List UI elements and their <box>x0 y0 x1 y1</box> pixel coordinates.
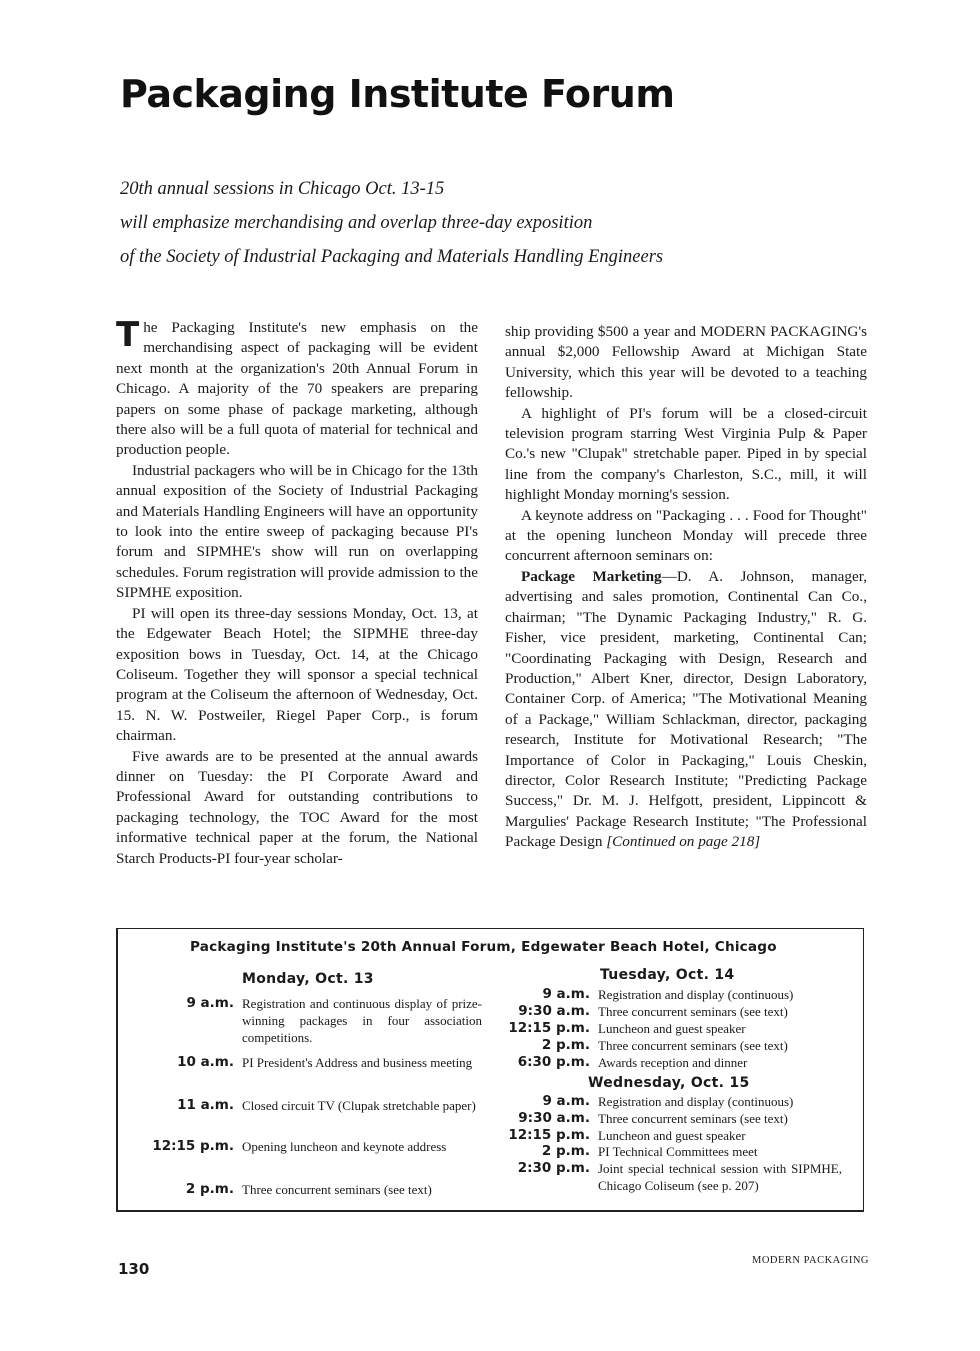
schedule-row <box>484 1143 842 1160</box>
event-description: Registration and display (continuous) <box>598 987 794 1002</box>
schedule-row <box>484 1127 842 1144</box>
event-description: Luncheon and guest speaker <box>598 1021 746 1036</box>
article-paragraph: PI will open its three-day sessions Monday, Oct. 13, at the Edgewater Beach Hotel; the SIPMHE three-day exposition bows in Tuesday, Oct. 14, at the Chicago Coliseum. Together they will sponsor a special technical program at the Coliseum the afternoon of Wednesday, Oct. 15. N. W. Postweiler, Riegel Paper Corp., is forum chairman. <box>116 604 478 745</box>
article-paragraph: A highlight of PI's forum will be a closed-circuit television program starring West Virginia Pulp & Paper Co.'s new "Clupak" stretchable paper. Piped in by special line from the company's Charleston, S.C., mill, it will highlight Monday morning's session. <box>505 404 867 504</box>
event-time: 6:30 p.m. <box>517 1054 590 1070</box>
schedule-row <box>118 1097 482 1114</box>
event-description: Three concurrent seminars (see text) <box>242 1182 432 1197</box>
schedule-row <box>118 1181 482 1198</box>
schedule-row <box>484 1020 842 1037</box>
event-time: 12:15 p.m. <box>152 1138 234 1154</box>
event-time: 2:30 p.m. <box>517 1160 590 1176</box>
article-column-right <box>505 322 867 853</box>
page-number: 130 <box>118 1260 150 1278</box>
schedule-row <box>118 1054 482 1071</box>
schedule-row <box>484 1093 842 1110</box>
schedule-row <box>484 1160 842 1194</box>
schedule-row <box>484 1037 842 1054</box>
event-time: 2 p.m. <box>185 1181 234 1197</box>
schedule-row <box>484 1110 842 1127</box>
event-time: 9 a.m. <box>542 1093 590 1109</box>
article-column-left <box>116 315 478 869</box>
event-description: Opening luncheon and keynote address <box>242 1139 447 1154</box>
event-time: 12:15 p.m. <box>508 1127 590 1143</box>
article-paragraph <box>505 567 867 853</box>
event-time: 9:30 a.m. <box>518 1110 590 1126</box>
event-description: Registration and display (continuous) <box>598 1094 794 1109</box>
event-description: Registration and continuous display of prize-winning packages in four association competitions. <box>242 996 482 1045</box>
event-description: PI Technical Committees meet <box>598 1144 758 1159</box>
event-description: Three concurrent seminars (see text) <box>598 1004 788 1019</box>
event-description: Joint special technical session with SIPMHE, Chicago Coliseum (see p. 207) <box>598 1161 842 1193</box>
schedule-title: Packaging Institute's 20th Annual Forum, Edgewater Beach Hotel, Chicago <box>190 939 777 955</box>
run-in-heading: Package Marketing <box>521 567 662 585</box>
subhead-line: 20th annual sessions in Chicago Oct. 13-15 <box>120 179 445 199</box>
day-heading-tuesday: Tuesday, Oct. 14 <box>600 967 735 983</box>
event-time: 2 p.m. <box>541 1143 590 1159</box>
continued-note: [Continued on page 218] <box>606 833 761 851</box>
article-paragraph: Industrial packagers who will be in Chicago for the 13th annual exposition of the Society of Industrial Packaging and Materials Handling Engineers will have an opportunity to look into the entire sweep of packaging because PI's forum and SIPMHE's show will run on overlapping schedules. Forum registration will provide admission to the SIPMHE exposition. <box>116 461 478 602</box>
event-time: 9 a.m. <box>542 986 590 1002</box>
event-time: 10 a.m. <box>177 1054 234 1070</box>
forum-schedule-box <box>116 928 864 1212</box>
schedule-row <box>484 986 842 1003</box>
event-description: PI President's Address and business meeting <box>242 1055 473 1070</box>
event-description: Three concurrent seminars (see text) <box>598 1038 788 1053</box>
event-description: Closed circuit TV (Clupak stretchable paper) <box>242 1098 476 1113</box>
schedule-row <box>484 1054 842 1071</box>
article-title: Packaging Institute Forum <box>120 72 675 116</box>
event-time: 11 a.m. <box>177 1097 234 1113</box>
schedule-row <box>118 1138 482 1155</box>
article-paragraph: A keynote address on "Packaging . . . Food for Thought" at the opening luncheon Monday will precede three concurrent afternoon seminars on: <box>505 506 867 565</box>
event-time: 2 p.m. <box>541 1037 590 1053</box>
day-heading-monday: Monday, Oct. 13 <box>242 971 374 987</box>
schedule-row <box>484 1003 842 1020</box>
day-heading-wednesday: Wednesday, Oct. 15 <box>588 1075 750 1091</box>
event-time: 12:15 p.m. <box>508 1020 590 1036</box>
article-subhead <box>120 172 760 274</box>
schedule-row <box>118 995 482 1046</box>
subhead-line: of the Society of Industrial Packaging and Materials Handling Engineers <box>120 247 664 267</box>
event-time: 9 a.m. <box>186 995 234 1011</box>
subhead-line: will emphasize merchandising and overlap three-day exposition <box>120 213 593 233</box>
event-time: 9:30 a.m. <box>518 1003 590 1019</box>
article-paragraph: ship providing $500 a year and MODERN PACKAGING's annual $2,000 Fellowship Award at Michigan State University, which this year will be devoted to a teaching fellowship. <box>505 323 867 402</box>
paragraph-text: —D. A. Johnson, manager, advertising and sales promotion, Continental Can Co., chairman; "The Dynamic Packaging Industry," R. G. Fisher, vice president, marketing, Continental Can; "Coordinating Packaging with Design, Research and Production," Albert Kner, director, Design Laboratory, Container Corp. of America; "The Motivational Meaning of a Package," William Schlackman, director, packaging research, Institute for Motivational Research; "The Importance of Color in Packaging," Louis Cheskin, director, Color Research Institute; "Predicting Package Success," Dr. M. J. Helfgott, president, Lippincott & Margulies' Package Research Institute; "The Professional Package Design <box>505 567 867 851</box>
event-description: Three concurrent seminars (see text) <box>598 1111 788 1126</box>
article-paragraph: Five awards are to be presented at the annual awards dinner on Tuesday: the PI Corporate Award and Professional Award for outstanding contributions to packaging technology, the TOC Award for the most informative technical paper at the forum, the National Starch Products-PI four-year scholar- <box>116 747 478 867</box>
event-description: Luncheon and guest speaker <box>598 1128 746 1143</box>
article-paragraph <box>116 315 478 461</box>
paragraph-text: he Packaging Institute's new emphasis on the merchandising aspect of packaging will be evident next month at the organization's 20th Annual Forum in Chicago. A majority of the 70 speakers are preparing papers on some phase of package marketing, although there also will be a full quota of material for technical and production people. <box>116 319 478 459</box>
drop-cap: T <box>116 315 140 355</box>
event-description: Awards reception and dinner <box>598 1055 748 1070</box>
running-footer: MODERN PACKAGING <box>752 1255 869 1266</box>
